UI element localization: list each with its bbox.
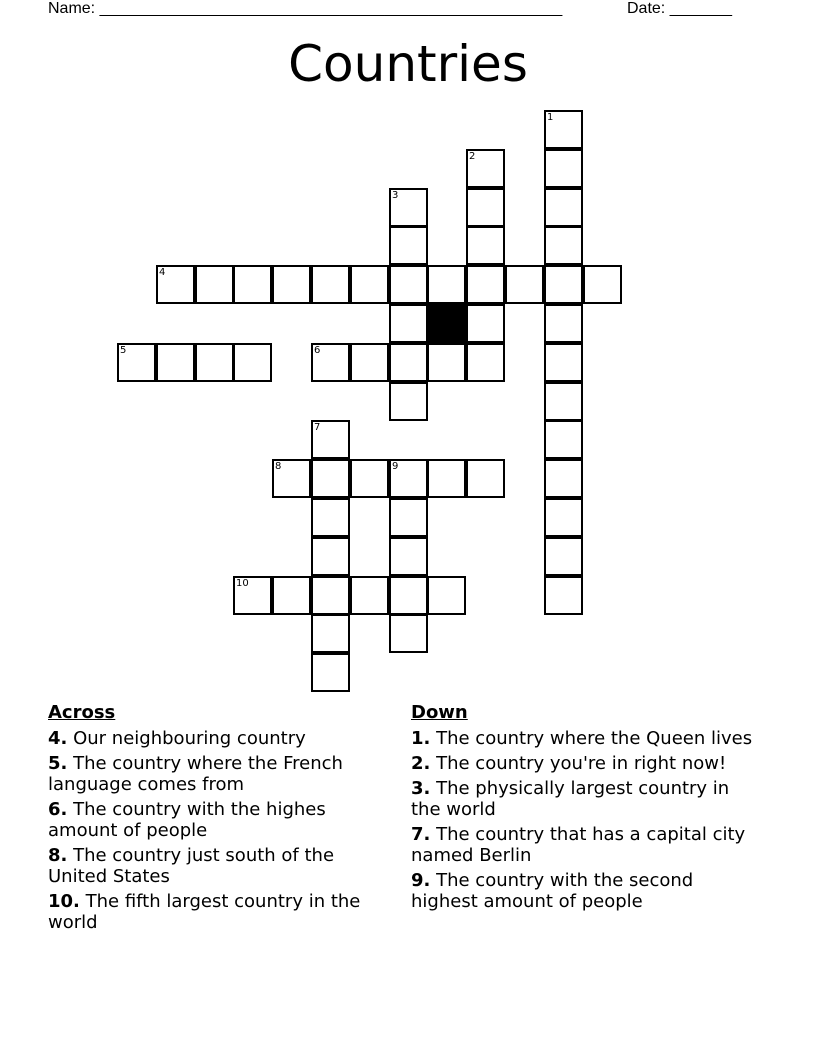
crossword-cell[interactable] [544,343,583,382]
crossword-cell[interactable] [466,304,505,343]
clue-item [48,753,398,795]
crossword-cell[interactable] [544,226,583,265]
crossword-cell[interactable] [544,304,583,343]
clue-item [411,870,761,912]
clue-number-label: 1 [547,112,554,123]
crossword-cell[interactable] [427,576,466,615]
clue-number-label: 8 [275,461,282,472]
crossword-cell[interactable] [389,614,428,653]
clue-item [48,799,398,841]
crossword-cell[interactable] [544,459,583,498]
clue-item [48,891,398,933]
crossword-cell[interactable] [466,149,505,188]
clue-text: The country where the French language comes from [48,753,343,795]
crossword-cell[interactable] [272,265,311,304]
clue-number: 3. [411,778,431,799]
crossword-cell[interactable] [389,265,428,304]
clue-number-label: 4 [159,267,166,278]
crossword-cell[interactable] [544,110,583,149]
clue-number-label: 5 [120,345,127,356]
clue-text: The fifth largest country in the world [48,891,361,933]
crossword-cell[interactable] [311,343,350,382]
clue-text: The country with the second highest amount of people [411,870,694,912]
crossword-cell[interactable] [233,265,272,304]
crossword-cell[interactable] [272,576,311,615]
crossword-cell[interactable] [427,265,466,304]
crossword-cell[interactable] [311,265,350,304]
crossword-cell[interactable] [311,576,350,615]
clue-number: 1. [411,728,431,749]
clue-number: 2. [411,753,431,774]
crossword-cell[interactable] [350,265,389,304]
clue-item [48,845,398,887]
clue-item [411,778,761,820]
crossword-cell[interactable] [389,459,428,498]
crossword-cell[interactable] [544,498,583,537]
crossword-cell[interactable] [195,265,234,304]
clue-number: 10. [48,891,80,912]
crossword-cell[interactable] [544,265,583,304]
name-field-label: Name: ____________________________________________________ [48,0,563,17]
crossword-cell[interactable] [466,188,505,227]
clue-text: The country just south of the United States [48,845,335,887]
crossword-cell[interactable] [389,498,428,537]
across-clues [48,701,398,937]
crossword-cell[interactable] [427,343,466,382]
clue-number: 6. [48,799,68,820]
crossword-cell[interactable] [350,576,389,615]
crossword-cell[interactable] [505,265,544,304]
clue-number: 4. [48,728,68,749]
crossword-cell[interactable] [195,343,234,382]
crossword-cell[interactable] [311,498,350,537]
crossword-cell[interactable] [466,265,505,304]
crossword-cell[interactable] [544,382,583,421]
clue-number: 8. [48,845,68,866]
crossword-cell[interactable] [389,537,428,576]
crossword-cell[interactable] [350,343,389,382]
crossword-cell[interactable] [389,343,428,382]
date-field-label: Date: _______ [627,0,732,17]
clue-text: The country you're in right now! [436,753,727,774]
crossword-cell[interactable] [311,420,350,459]
crossword-cell[interactable] [311,653,350,692]
crossword-cell[interactable] [350,459,389,498]
crossword-cell[interactable] [311,614,350,653]
clue-text: The country with the highes amount of people [48,799,326,841]
crossword-cell[interactable] [272,459,311,498]
clue-item [48,728,398,749]
crossword-cell[interactable] [544,420,583,459]
clue-number-label: 7 [314,422,321,433]
clue-number-label: 10 [236,578,249,589]
crossword-cell[interactable] [389,382,428,421]
crossword-cell[interactable] [544,149,583,188]
clue-text: Our neighbouring country [73,728,306,749]
crossword-cell[interactable] [156,265,195,304]
clue-number-label: 6 [314,345,321,356]
crossword-cell[interactable] [544,576,583,615]
clue-number-label: 9 [392,461,399,472]
clue-number: 9. [411,870,431,891]
page-title: Countries [288,35,528,93]
down-clues [411,701,761,916]
crossword-cell[interactable] [389,226,428,265]
clue-text: The country that has a capital city named Berlin [411,824,746,866]
clue-number: 7. [411,824,431,845]
crossword-cell[interactable] [311,459,350,498]
crossword-cell[interactable] [389,576,428,615]
clue-number-label: 2 [469,151,476,162]
crossword-cell[interactable] [427,459,466,498]
crossword-cell[interactable] [233,576,272,615]
clue-number: 5. [48,753,68,774]
clue-number-label: 3 [392,190,399,201]
crossword-cell[interactable] [311,537,350,576]
clue-text: The country where the Queen lives [436,728,753,749]
crossword-cell[interactable] [544,537,583,576]
crossword-cell[interactable] [117,343,156,382]
clue-item [411,824,761,866]
crossword-cell[interactable] [466,459,505,498]
down-heading: Down [411,702,468,723]
black-square [427,304,466,343]
crossword-cell[interactable] [544,188,583,227]
crossword-cell[interactable] [233,343,272,382]
clue-item [411,753,761,774]
clue-text: The physically largest country in the world [411,778,730,820]
across-heading: Across [48,702,116,723]
crossword-cell[interactable] [156,343,195,382]
crossword-cell[interactable] [389,188,428,227]
crossword-cell[interactable] [583,265,622,304]
crossword-cell[interactable] [466,343,505,382]
clue-item [411,728,761,749]
crossword-cell[interactable] [466,226,505,265]
crossword-cell[interactable] [389,304,428,343]
